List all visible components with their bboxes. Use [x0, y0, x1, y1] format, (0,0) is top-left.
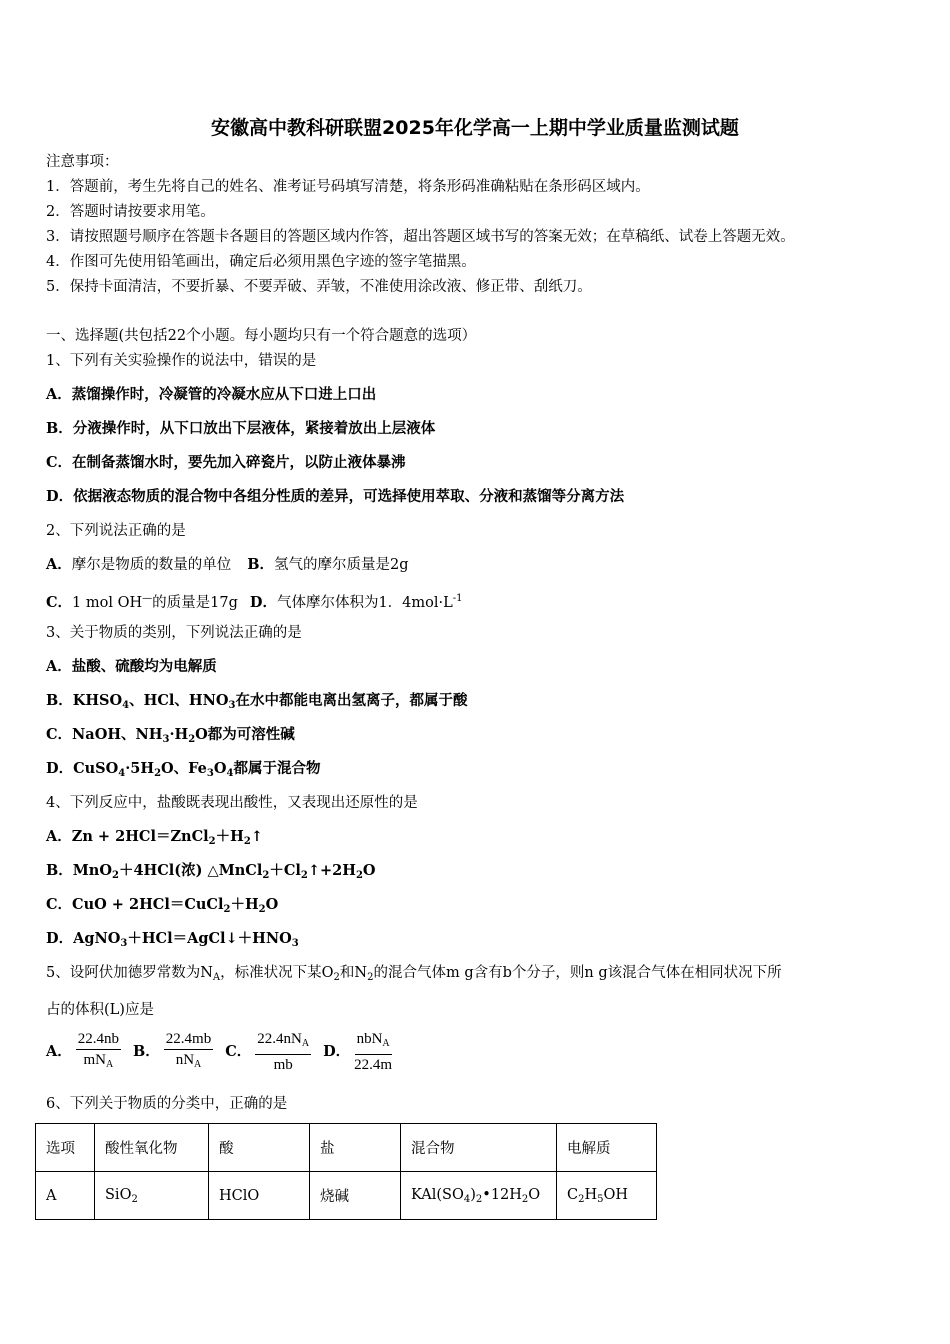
question-1-option-d: D．依据液态物质的混合物中各组分性质的差异，可选择使用萃取、分液和蒸馏等分离方法 — [46, 488, 625, 505]
text: ＋H — [215, 828, 244, 845]
subscript: A — [194, 1059, 202, 1070]
option-label: B． — [247, 556, 275, 573]
subscript: 2 — [131, 1193, 138, 1205]
subscript: 2 — [355, 870, 363, 881]
text: ＋Cl — [269, 862, 301, 879]
numerator: 22.4mb — [164, 1030, 213, 1050]
text: H — [584, 1186, 598, 1203]
question-2-options-cd — [46, 589, 463, 613]
text: O — [265, 896, 279, 913]
notes-header: 注意事项： — [46, 154, 119, 170]
question-5-stem — [46, 963, 782, 988]
question-1-stem: 1、下列有关实验操作的说法中，错误的是 — [46, 353, 317, 369]
text: ＋4HCl(浓) △MnCl — [118, 862, 263, 879]
note-item: 1．答题前，考生先将自己的姓名、准考证号码填写清楚，将条形码准确粘贴在条形码区域内。 — [46, 179, 650, 195]
option-label: C． — [46, 594, 73, 611]
denominator: mb — [273, 1057, 293, 1073]
question-3-option-b — [46, 691, 467, 716]
question-2-option-d: 气体摩尔体积为1．4mol·L — [276, 595, 453, 611]
text: ) — [470, 1186, 476, 1203]
table-cell: 烧碱 — [310, 1172, 401, 1220]
question-5-stem-cont: 占的体积(L)应是 — [46, 1002, 154, 1018]
page-title: 安徽高中教科研联盟2025年化学高一上期中学业质量监测试题 — [211, 117, 739, 139]
text: O都为可溶性碱 — [195, 726, 295, 743]
question-3-option-d — [46, 759, 320, 784]
subscript: A — [382, 1038, 390, 1049]
option-label: D． — [249, 594, 277, 611]
denominator — [84, 1050, 114, 1074]
table-header: 选项 — [36, 1124, 95, 1172]
text: B．MnO — [46, 862, 112, 879]
table-header: 酸 — [209, 1124, 310, 1172]
subscript: 3 — [120, 938, 128, 949]
text: •12H — [482, 1186, 522, 1203]
table-header: 盐 — [310, 1124, 401, 1172]
text: C．CuO + 2HCl＝CuCl — [46, 896, 224, 913]
text: C．NaOH、NH — [46, 726, 163, 743]
text: OH — [603, 1186, 629, 1203]
note-item: 5．保持卡面清洁，不要折暴、不要弄破、弄皱，不准使用涂改液、修正带、刮纸刀。 — [46, 279, 592, 295]
text: 和N — [339, 965, 368, 981]
text: C — [567, 1186, 579, 1203]
question-2-option-b: 氢气的摩尔质量是2g — [274, 557, 409, 573]
denominator — [176, 1050, 202, 1074]
question-1-option-c: C．在制备蒸馏水时，要先加入碎瓷片，以防止液体暴沸 — [46, 454, 406, 471]
question-4-option-a — [46, 827, 263, 852]
subscript: 2 — [521, 1193, 529, 1205]
subscript: 4 — [226, 768, 234, 779]
question-4-option-c — [46, 895, 278, 920]
denominator: 22.4m — [354, 1057, 393, 1073]
subscript: 4 — [463, 1193, 471, 1205]
text: SiO — [105, 1186, 132, 1203]
text: 、HCl、HNO — [129, 692, 229, 709]
table-row — [36, 1172, 657, 1220]
subscript: 2 — [188, 734, 196, 745]
subscript: 2 — [243, 836, 251, 847]
question-3-stem: 3、关于物质的类别，下列说法正确的是 — [46, 625, 302, 641]
question-6-stem: 6、下列关于物质的分类中，正确的是 — [46, 1096, 288, 1112]
question-4-option-d — [46, 929, 299, 954]
question-5-option-a-fraction — [76, 1030, 121, 1074]
table-header: 混合物 — [401, 1124, 557, 1172]
subscript: A — [212, 972, 221, 983]
text: O、Fe — [161, 760, 207, 777]
text: 22.4nN — [257, 1031, 302, 1047]
text: 都属于混合物 — [233, 760, 321, 777]
subscript: 2 — [223, 904, 231, 915]
subscript: 3 — [291, 938, 299, 949]
text: KAl(SO — [411, 1186, 464, 1203]
question-5-option-c-fraction — [255, 1030, 311, 1074]
text: O — [528, 1186, 541, 1203]
text: O — [362, 862, 376, 879]
table-header: 酸性氧化物 — [95, 1124, 209, 1172]
question-2-option-a: 摩尔是物质的数量的单位 — [71, 557, 232, 573]
question-4-stem: 4、下列反应中，盐酸既表现出酸性，又表现出还原性的是 — [46, 795, 418, 811]
table-cell — [95, 1172, 209, 1220]
question-1-option-a: A．蒸馏操作时，冷凝管的冷凝水应从下口进上口出 — [46, 386, 377, 403]
option-label: A． — [46, 1043, 72, 1060]
note-item: 4．作图可先使用铅笔画出，确定后必须用黑色字迹的签字笔描黑。 — [46, 254, 476, 270]
question-4-option-b — [46, 861, 376, 886]
subscript: 3 — [162, 734, 170, 745]
subscript: 4 — [122, 700, 130, 711]
question-2-stem: 2、下列说法正确的是 — [46, 523, 186, 539]
subscript: 5 — [597, 1193, 604, 1205]
table-header: 电解质 — [557, 1124, 657, 1172]
text: ↑+2H — [307, 862, 356, 879]
subscript: 4 — [118, 768, 126, 779]
classification-table — [35, 1123, 657, 1220]
text: ↑ — [250, 828, 263, 845]
subscript: 2 — [262, 870, 270, 881]
text: D．AgNO — [46, 930, 121, 947]
table-cell — [401, 1172, 557, 1220]
text: 在水中都能电离出氢离子，都属于酸 — [235, 692, 468, 709]
text: D．CuSO — [46, 760, 119, 777]
question-5-options — [46, 1030, 404, 1074]
text: ，标准状况下某O — [220, 965, 334, 981]
option-label: C． — [225, 1043, 252, 1060]
question-3-option-a: A．盐酸、硫酸均为电解质 — [46, 658, 217, 675]
subscript: 2 — [333, 972, 340, 983]
subscript: 2 — [367, 972, 374, 983]
table-cell — [557, 1172, 657, 1220]
text: ·5H — [125, 760, 155, 777]
numerator — [355, 1030, 392, 1055]
superscript: — — [142, 593, 153, 604]
option-label: B． — [133, 1043, 160, 1060]
table-header-row — [36, 1124, 657, 1172]
text: nN — [175, 1052, 195, 1068]
subscript: A — [106, 1059, 114, 1070]
text: O — [213, 760, 227, 777]
question-2-options-ab — [46, 555, 409, 575]
option-label: A． — [46, 556, 72, 573]
subscript: 2 — [300, 870, 308, 881]
subscript: 2 — [208, 836, 216, 847]
text: ＋HCl＝AgCl↓＋HNO — [127, 930, 292, 947]
numerator — [255, 1030, 311, 1055]
text: B．KHSO — [46, 692, 123, 709]
superscript: -1 — [452, 593, 463, 604]
subscript: 2 — [578, 1193, 585, 1205]
question-3-option-c — [46, 725, 295, 750]
text: mN — [83, 1052, 107, 1068]
question-1-option-b: B．分液操作时，从下口放出下层液体，紧接着放出上层液体 — [46, 420, 436, 437]
question-5-option-d-fraction — [354, 1030, 392, 1074]
table-cell: A — [36, 1172, 95, 1220]
note-item: 3．请按照题号顺序在答题卡各题目的答题区域内作答，超出答题区域书写的答案无效；在草稿纸、试卷上答题无效。 — [46, 229, 795, 245]
note-item: 2．答题时请按要求用笔。 — [46, 204, 215, 220]
subscript: 2 — [111, 870, 119, 881]
table-cell: HClO — [209, 1172, 310, 1220]
subscript: 2 — [154, 768, 162, 779]
question-2-option-c-rest: 的质量是17g — [152, 595, 238, 611]
text: 5、设阿伏加德罗常数为N — [46, 965, 213, 981]
text: 的混合气体m g含有b个分子，则n g该混合气体在相同状况下所 — [373, 965, 782, 981]
text: ＋H — [230, 896, 259, 913]
numerator: 22.4nb — [76, 1030, 121, 1050]
subscript: 3 — [228, 700, 236, 711]
option-label: D． — [323, 1043, 351, 1060]
subscript: 2 — [258, 904, 266, 915]
subscript: 2 — [475, 1193, 483, 1205]
text: nbN — [356, 1031, 383, 1047]
question-2-option-c: 1 mol OH — [72, 595, 143, 611]
text: A．Zn + 2HCl＝ZnCl — [46, 828, 209, 845]
section-heading: 一、选择题(共包括22个小题。每小题均只有一个符合题意的选项） — [46, 328, 477, 344]
text: ·H — [169, 726, 189, 743]
question-5-option-b-fraction — [164, 1030, 213, 1074]
subscript: 3 — [206, 768, 214, 779]
subscript: A — [301, 1038, 310, 1049]
